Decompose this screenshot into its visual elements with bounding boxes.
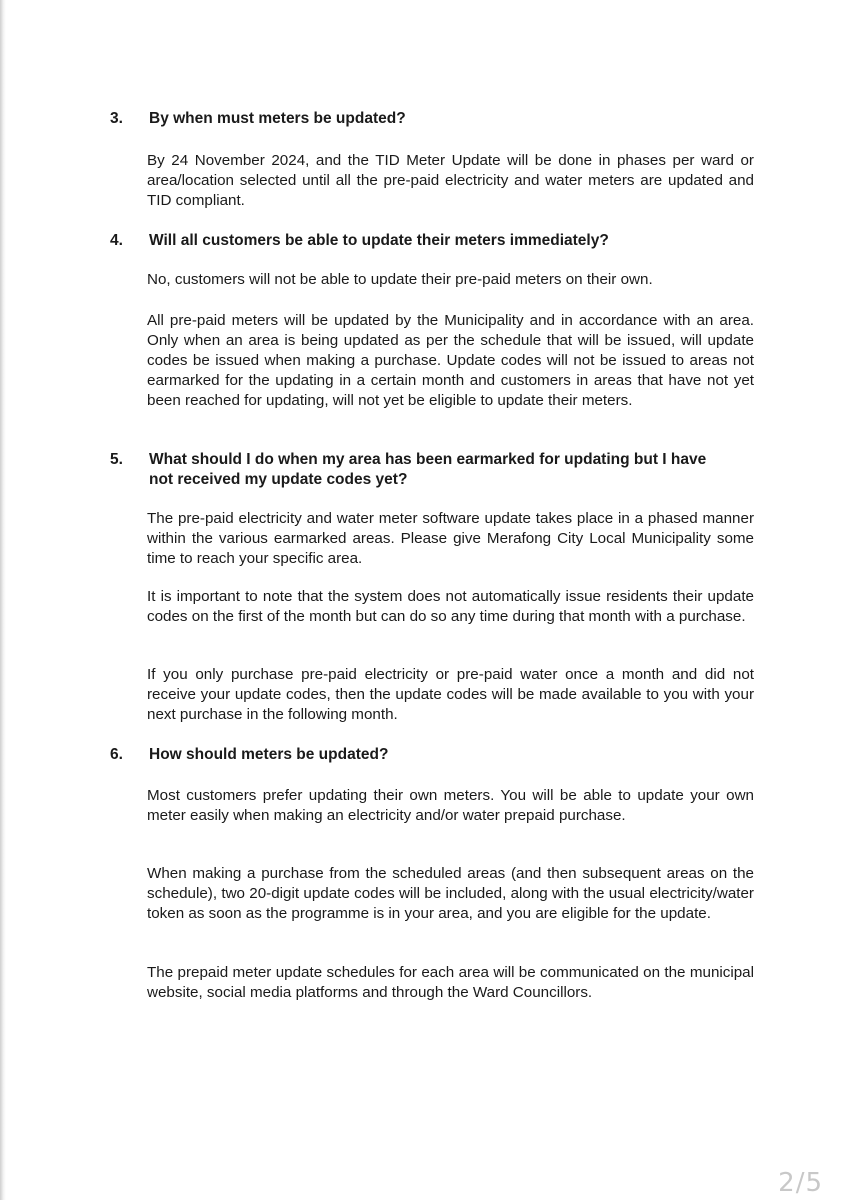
section-number: 4.: [110, 232, 123, 249]
section-question: How should meters be updated?: [149, 746, 389, 763]
section-paragraph: By 24 November 2024, and the TID Meter Update will be done in phases per ward or area/location selected until all the pre-paid electricity and water meters are updated and TID compliant.: [147, 152, 754, 209]
section-question: What should I do when my area has been earmarked for updating but I have not received my update codes yet?: [149, 451, 707, 488]
section-paragraph: The pre-paid electricity and water meter software update takes place in a phased manner within the various earmarked areas. Please give Merafong City Local Municipality some time to reach your specific area.: [147, 510, 754, 567]
section-paragraph: If you only purchase pre-paid electricity or pre-paid water once a month and did not receive your update codes, then the update codes will be made available to you with your next purchase in the following month.: [147, 666, 754, 723]
page-indicator: 2/5: [778, 1168, 823, 1198]
section-number: 6.: [110, 746, 123, 763]
section-paragraph: All pre-paid meters will be updated by the Municipality and in accordance with an area. Only when an area is being updated as per the schedule that will be issued, will update codes be issued when making a purchase. Update codes will not be issued to areas not earmarked for the updating in a certain month and customers in areas that have not yet been reached for updating, will not yet be eligible to update their meters.: [147, 312, 754, 409]
section-question: By when must meters be updated?: [149, 110, 406, 127]
section-paragraph: When making a purchase from the scheduled areas (and then subsequent areas on the schedule), two 20-digit update codes will be included, along with the usual electricity/water token as soon as the programme is in your area, and you are eligible for the update.: [147, 865, 754, 922]
section-paragraph: Most customers prefer updating their own meters. You will be able to update your own meter easily when making an electricity and/or water prepaid purchase.: [147, 787, 754, 824]
section-number: 5.: [110, 451, 123, 468]
section-paragraph: It is important to note that the system does not automatically issue residents their update codes on the first of the month but can do so any time during that month with a purchase.: [147, 588, 754, 625]
section-paragraph: No, customers will not be able to update their pre-paid meters on their own.: [147, 271, 653, 288]
section-number: 3.: [110, 110, 123, 127]
section-paragraph: The prepaid meter update schedules for each area will be communicated on the municipal website, social media platforms and through the Ward Councillors.: [147, 964, 754, 1001]
section-question: Will all customers be able to update their meters immediately?: [149, 232, 609, 249]
